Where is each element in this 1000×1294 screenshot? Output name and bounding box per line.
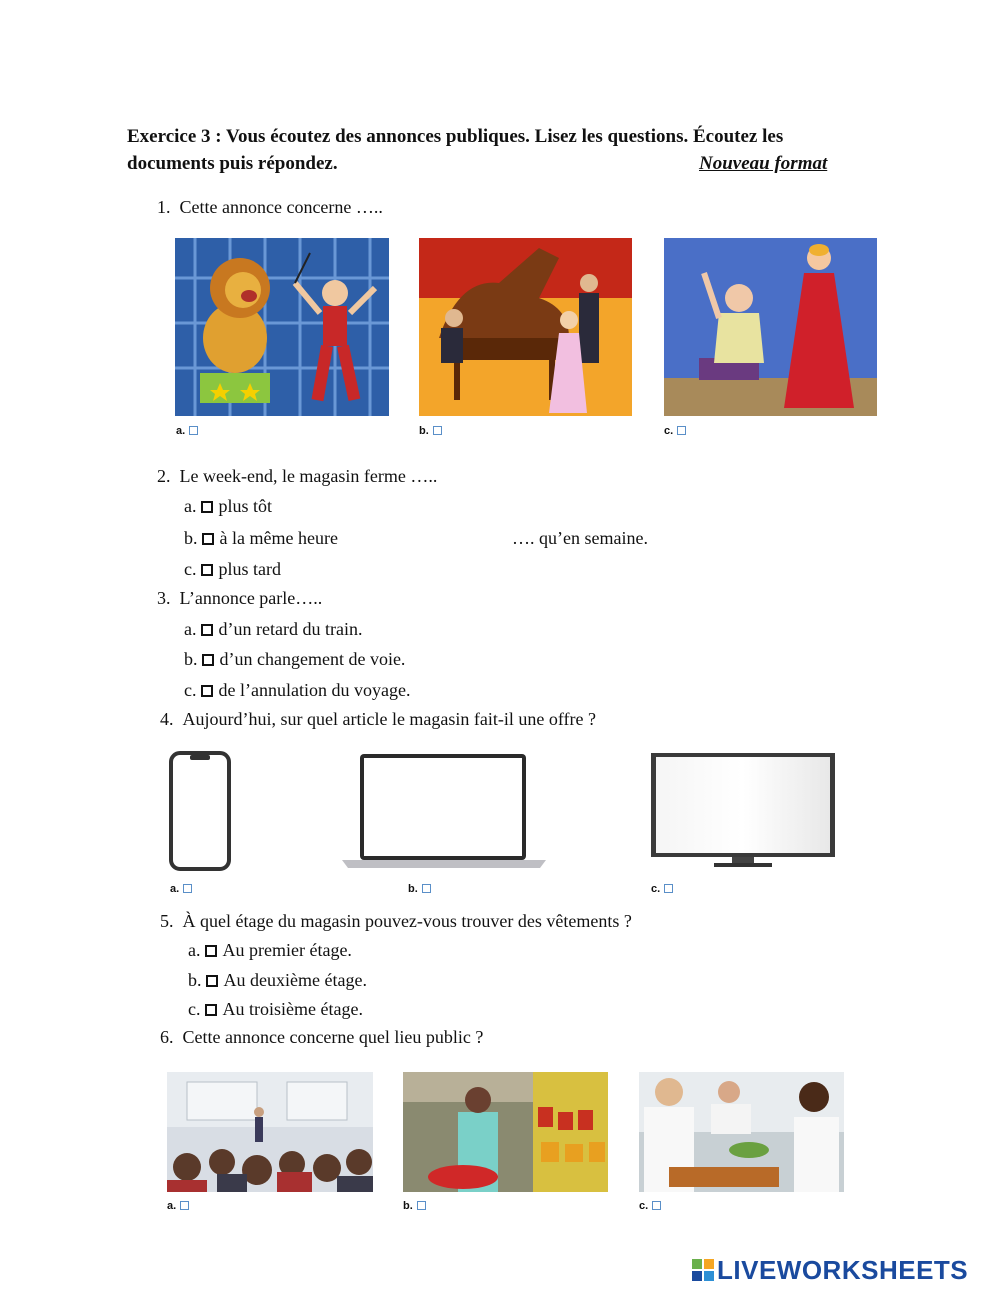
q1-option-b: b. [419, 425, 442, 437]
logo-text: LIVEWORKSHEETS [717, 1255, 969, 1285]
q2-option-b: b. à la même heure [184, 528, 338, 548]
image-laptop [340, 752, 548, 870]
q4-checkbox-a[interactable] [183, 884, 192, 893]
q3-checkbox-a[interactable] [201, 624, 213, 636]
exercise-title-line2: documents puis répondez. [127, 153, 338, 174]
question-2: 2. Le week-end, le magasin ferme ….. [157, 466, 438, 486]
q3-option-c: c. de l’annulation du voyage. [184, 680, 411, 700]
image-circus [175, 238, 389, 416]
question-5: 5. À quel étage du magasin pouvez-vous trouver des vêtements ? [160, 911, 632, 931]
q2-option-a: a. plus tôt [184, 496, 273, 516]
q6-option-b: b. [403, 1200, 426, 1212]
q6-checkbox-c[interactable] [652, 1201, 661, 1210]
image-television [650, 752, 836, 872]
logo-grid-icon [692, 1259, 714, 1281]
image-smartphone [168, 750, 234, 872]
q3-checkbox-c[interactable] [201, 685, 213, 697]
q6-option-c: c. [639, 1200, 661, 1212]
q3-option-a: a. d’un retard du train. [184, 619, 363, 639]
q1-checkbox-b[interactable] [433, 426, 442, 435]
q6-option-a: a. [167, 1200, 189, 1212]
image-canteen [639, 1072, 844, 1192]
q2-checkbox-a[interactable] [201, 501, 213, 513]
exercise-title-line1: Exercice 3 : Vous écoutez des annonces publiques. Lisez les questions. Écoutez les [127, 126, 784, 147]
q5-option-c: c. Au troisième étage. [188, 999, 363, 1019]
q1-checkbox-a[interactable] [189, 426, 198, 435]
q6-checkbox-a[interactable] [180, 1201, 189, 1210]
q2-checkbox-c[interactable] [201, 564, 213, 576]
q4-option-c: c. [651, 883, 673, 895]
image-lecture-hall [167, 1072, 373, 1192]
liveworksheets-logo [692, 1256, 992, 1286]
q3-checkbox-b[interactable] [202, 654, 214, 666]
q2-checkbox-b[interactable] [202, 533, 214, 545]
q1-option-c: c. [664, 425, 686, 437]
q5-option-a: a. Au premier étage. [188, 940, 352, 960]
image-concert [419, 238, 632, 416]
q5-checkbox-a[interactable] [205, 945, 217, 957]
q4-checkbox-b[interactable] [422, 884, 431, 893]
q5-checkbox-b[interactable] [206, 975, 218, 987]
image-supermarket [403, 1072, 608, 1192]
q2-option-c: c. plus tard [184, 559, 281, 579]
format-label: Nouveau format [699, 153, 828, 174]
q4-option-a: a. [170, 883, 192, 895]
q6-checkbox-b[interactable] [417, 1201, 426, 1210]
question-3: 3. L’annonce parle….. [157, 588, 323, 608]
question-6: 6. Cette annonce concerne quel lieu public ? [160, 1027, 484, 1047]
q2-suffix: …. qu’en semaine. [512, 528, 648, 548]
q4-checkbox-c[interactable] [664, 884, 673, 893]
q1-option-a: a. [176, 425, 198, 437]
q5-checkbox-c[interactable] [205, 1004, 217, 1016]
q1-checkbox-c[interactable] [677, 426, 686, 435]
q3-option-b: b. d’un changement de voie. [184, 649, 406, 669]
q5-option-b: b. Au deuxième étage. [188, 970, 367, 990]
q4-option-b: b. [408, 883, 431, 895]
image-theatre [664, 238, 877, 416]
question-4: 4. Aujourd’hui, sur quel article le magasin fait-il une offre ? [160, 709, 597, 729]
question-1: 1. Cette annonce concerne ….. [157, 197, 383, 217]
